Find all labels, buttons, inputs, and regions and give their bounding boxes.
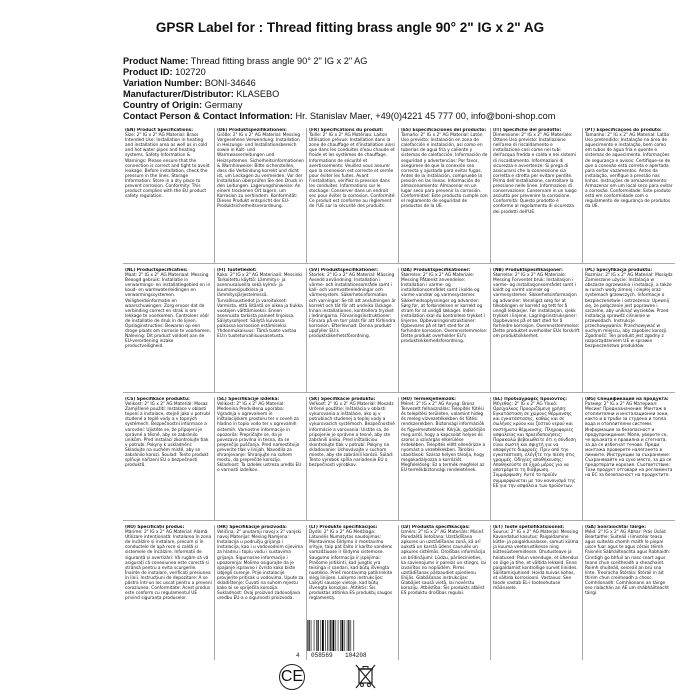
spec-text: Koko: 2" IG x 2" AG Materiaali: Messinki Tarkoitettu käyttö: Lämmitys- ja asennusalueilla sekä kylmä- ja kuumavesiputkissa ja lämmitysjärjestelmissä. Turvallisuustiedot ja varoitukset: Varmista, että liitäntä on oikea ja tiukka vuotojen välttämiseksi. Ennen asennusta tarkista paineet linjoissa. Säilytysohjeet: Säilytä kuivassa paikassa korroosion estämiseksi. Yhdenmukaisuus: Tämä tuote vastaa EU:n tuoteturvallisuusasetusta. bbox=[217, 273, 303, 340]
spec-block bbox=[123, 268, 215, 392]
spec-heading: (DE) Produktspezifikationen: bbox=[217, 128, 287, 133]
crossed-out-bin-icon bbox=[353, 663, 378, 690]
spec-heading: (DA) Produktspecifikationer: bbox=[401, 268, 471, 273]
spec-heading: (SK) Špecifikácie produktu: bbox=[309, 397, 376, 402]
spec-block bbox=[491, 397, 583, 520]
spec-heading: (SL) Specifikacije izdelka: bbox=[217, 397, 280, 402]
spec-block bbox=[215, 525, 307, 660]
spec-row bbox=[123, 392, 675, 520]
spec-block bbox=[123, 397, 215, 520]
spec-heading: (GA) Sonraíochtaí Táirge: bbox=[585, 525, 646, 530]
spec-block bbox=[399, 268, 491, 392]
spec-heading: (NB) Produktspesifikasjoner: bbox=[493, 268, 563, 273]
spec-text: Tamanho: 2" IG x 2" AG Material: Latão Uso pretendido: Instalação na área de aquecimento e instalação, bem como em tubos de água fria e quente e sistemas de aquecimento. Informações de segurança e avisos: Certifique-se de que a conexão está correta e apertada para evitar vazamentos. Antes da instalação, verifique a pressão nas linhas. Instruções de armazenamento: Armazenar em um local seco para evitar a corrosão. Conformidade: Este produto está em conformidade com o regulamento de segurança de produtos da UE. bbox=[585, 133, 673, 210]
spec-text: Taille: 2" IG x 2" AG Matériau: Laiton Utilisation prévue: Installation dans la zone de chauffage et d'installation ainsi que dans les conduites d'eau chaude et froide et les systèmes de chauffage. Informations de sécurité et avertissements: Veuillez vous assurer que la connexion est correcte et serrée pour éviter les fuites. Avant l'installation, vérifiez la pression dans les conduites. Informations sur le stockage: Conserver dans un endroit sec pour éviter la corrosion. Conformité: Ce produit est conforme au règlement de l'UE sur la sécurité des produits. bbox=[309, 133, 396, 210]
spec-block bbox=[123, 525, 215, 660]
spec-heading: (CS) Specifikace produktu: bbox=[125, 397, 190, 402]
spec-block bbox=[583, 128, 675, 263]
spec-heading: (ES) Especificaciones del producto: bbox=[401, 128, 487, 133]
spec-row bbox=[123, 126, 675, 263]
spec-text: Rozmiar: 2" IG x 2" AG Materiał: Mosiądz Zamierzone użycie: Instalacja w obszarze ogrzewania i instalacji, a także w rurach wody zimnej i ciepłej oraz systemach grzewczych. Informacje o bezpieczeństwie i ostrzeżenia: Upewnij się, że połączenie jest poprawne i szczelne, aby uniknąć wycieków. Przed instalacją sprawdź ciśnienie w przewodach. Instrukcje przechowywania: Przechowywać w suchym miejscu, aby zapobiec korozji. Zgodność: Ten produkt jest zgodny z rozporządzeniem UE w sprawie bezpieczeństwa produktów. bbox=[585, 273, 673, 350]
spec-heading: (SV) Produktspecifikationer: bbox=[309, 268, 378, 273]
spec-heading: (EN) Product Specifications: bbox=[125, 128, 193, 133]
spec-heading: (ET) Toote spetsifikatsioonid: bbox=[493, 525, 564, 530]
barcode-left-digits: 058569 bbox=[311, 652, 333, 659]
spec-text: Mărime: 2" IG x 2" AG Material: Alamă Utilizare intenționată: Instalarea în zona de încălzire și instalare, precum și în conductele de apă rece și caldă și sistemele de încălzire. Informații de siguranță și avertizări: Vă rugăm să vă asigurați că conexiunea este corectă și strânsă pentru a evita scurgerile. Înainte de instalare, verificați presiunea în linii. Instrucțiuni de depozitare: A se păstra într-un loc uscat pentru a preveni coroziunea. Conformitate: Acest produs este conform cu regulamentul UE privind siguranța produselor. bbox=[125, 530, 212, 602]
spec-block bbox=[399, 128, 491, 263]
spec-text: Dydis: 2" IG x 2" AG Medžiaga: Latunėlis Numatytas naudojimas: Montavimas šildymo ir montavimo srityje, taip pat šalto ir karšto vandens vamzdžiuose ir šildymo sistemose. Saugumo informacija ir įspėjimai: Prašome įsitikinti, kad jungtis yra teisinga ir sandari, kad būtų išvengta nuotėkio. Prieš montavimą patikrinkite slėgį linijose. Laikymo instrukcijos: Laikyti sausoje vietoje, kad būtų išvengta korozijos. Atitiktis: Šis produktas atitinka ES produktų saugos reglamentą. bbox=[309, 530, 393, 602]
spec-heading: (FR) Spécifications du produit: bbox=[309, 128, 384, 133]
spec-text: Size: 2" IG x 2" AG Material: Brass Intended Use: Installation in heating and installation area as well as in cold and hot water pipes and heating systems. Safety Information & Warnings: Please ensure that the connection is correct and tight to avoid leakage. Before installation, check the pressure in the lines. Storage Information: Store in a dry place to prevent corrosion. Conformity: This product complies with the EU product safety regulation. bbox=[125, 133, 210, 200]
page-title: GPSR Label for : Thread fitting brass angle 90° 2" IG x 2" AG bbox=[155, 20, 545, 35]
barcode-right-digits: 104208 bbox=[345, 652, 367, 659]
spec-text: Storlek: 2" IG x 2" AG Material: Mässing Avsedd användning: Installation i värme- och installationsområde samt i kall- och varmvattenledningar och värmesystem. Säkerhetsinformation och varningar: Se till att anslutningen är korrekt och tät för att undvika läckage. Innan installationen, kontrollera trycket i ledningarna. Förvaringsinstruktioner: Förvara på en torr plats för att förhindra korrosion. Efterlevnad: Denna produkt uppfyller EU:s produktsäkerhetsförordning. bbox=[309, 273, 396, 340]
spec-heading: (PT) Especificações do produto: bbox=[585, 128, 662, 133]
barcode-first-digit: 4 bbox=[296, 652, 300, 659]
spec-text: Velikost: 2" IG x 2" AG Materiál: Mosaz Zamýšlené použití: Instalace v oblasti topení a instalace, stejně jako v potrubí studené a teplé vody a v topných systémech. Bezpečnostní informace a varování: Ujistěte se, že připojení je správné a těsné, aby se zabránilo únikům. Před instalací zkontrolujte tlak v potrubí. Pokyny k uskladnění: Skladujte na suchém místě, aby se zabránilo korozi. Soulad: Tento produkt splňuje nařízení EU o bezpečnosti produktů. bbox=[125, 402, 211, 469]
spec-heading: (NL) Productspecificaties: bbox=[125, 268, 188, 273]
spec-heading: (EL) Προδιαγραφές προϊόντος: bbox=[493, 397, 567, 402]
spec-block bbox=[307, 268, 399, 392]
manufacturer-line: Manufacturer/Distributor: KLASEBO bbox=[123, 88, 280, 99]
spec-block bbox=[123, 128, 215, 263]
spec-text: Maat: 2" IG x 2" AG Materiaal: Messing Beoogd gebruik: Installatie in verwarmings- en installatiegebied en in koud- en warmwaterleidingen en verwarmingssystemen. Veiligheidsinformatie en waarschuwingen: Zorg ervoor dat de verbinding correct en strak is om lekkage te voorkomen. Controleer vóór de installatie de druk in de lijnen. Opslaginstructies: Bewaren op een droge plaats om corrosie te voorkomen. Naleving: Dit product voldoet aan de EU-verordening inzake productveiligheid. bbox=[125, 273, 211, 350]
spec-block bbox=[307, 397, 399, 520]
spec-row bbox=[123, 520, 675, 660]
spec-block bbox=[583, 397, 675, 520]
spec-text: Méret: 2" IG x 2" AG Anyag: Bronz Tervezett felhasználás: Telepítés fűtési és telepítési területen, valamint hideg és meleg vízvezetékekben és fűtési rendszerekben. Biztonsági információk és figyelmeztetések: Kérjük, győződjön meg arról, hogy a kapcsolat helyes és szoros a szivárgás elkerülése érdekében. Telepítés előtt ellenőrizze a nyomást a vezetékekben. Tárolási utasítások: Száraz helyen tárolja, hogy megakadályozza a korróziót. Megfelelőség: Ez a termék megfelel az EU termékbiztonsági rendeletének. bbox=[401, 402, 486, 474]
spec-block bbox=[215, 128, 307, 263]
spec-text: Veľkosť: 2" IG x 2" AG Materiál: Mosadz Určené použitie: Inštalácia v oblasti vykurovania a inštalácie, ako aj v potrubiach studenej a teplej vody a vykurovacích systémoch. Bezpečnostné informácie a varovania: Uistite sa, že pripojenie je správne a tesné, aby ste zabránili úniku. Pred inštaláciou skontrolujte tlak v potrubí. Pokyny na skladovanie: Uchovávajte v suchom mieste, aby ste zabránili korózii. Súlad: Tento výrobok spĺňa nariadenie EÚ o bezpečnosti výrobkov. bbox=[309, 402, 395, 469]
spec-block bbox=[215, 397, 307, 520]
spec-heading: (RO) Specificații produs: bbox=[125, 525, 185, 530]
spec-heading: (HR) Specifikacije proizvoda: bbox=[217, 525, 287, 530]
spec-text: Izmērs: 2" IG x 2" AG Materiāls: Misiņš Paredzētā lietošana: Uzstādīšana apkures un uzstādīšanas zonā, kā arī aukstā un karstā ūdens caurulēs un apkures sistēmās. Drošības informācija un brīdinājumi: Lūdzu, pārliecinieties, ka savienojums ir pareizs un stingrs, lai izvairītos no noplūdēm. Pirms uzstādīšanas pārbaudiet spiedienu līnijās. Glabāšanas instrukcijas: Glabājiet sausā vietā, lai novērstu koroziju. Atbilstība: Šis produkts atbilst ES produktu drošības regulai. bbox=[401, 530, 486, 597]
product-name-line: Product Name: Thread fitting brass angle 90° 2" IG x 2" AG bbox=[123, 56, 368, 66]
spec-block bbox=[491, 128, 583, 263]
spec-text: Størrelse: 2" IG x 2" AG Materiale: Messing Påtænkt anvendelse: Installation i varme- og installationsområdet samt i kolde og varme vandrør og varmesystemer. Sikkerhedsoplysninger og advarsler: Sørg for, at forbindelsen er korrekt og stram for at undgå lækager. Inden installation skal du kontrollere trykket i linjerne. Opbevaringsinstruktioner: Opbevares på et tørt sted for at forhindre korrosion. Overensstemmelse: Dette produkt overholder EU's produktsikkerhedsforordning. bbox=[401, 273, 488, 345]
spec-text: Størrelse: 2" IG x 2" AG Materiale: Messing Forventet bruk: Installasjon i varme- og installasjonsområdet samt i kaldt og varmt vannrør og varmesystemer. Sikkerhetsinformasjon og advarsler: Vennligst sørg for at tilkoblingen er korrekt og tett for å unngå lekkasjer. Før installasjon, sjekk trykket i linjene. Lagringsinstruksjoner: Oppbevares på et tørt sted for å forhindre korrosjon. Overensstemmelse: Dette produktet overholder EUs forskrift om produktsikkerhet. bbox=[493, 273, 580, 340]
spec-text: Tamaño: 2" IG x 2" AG Material: Latón Uso previsto: Instalación en zona de calefacción e instalación, así como en tuberías de agua fría y caliente y sistemas de calefacción. Información de seguridad y advertencias: Por favor, asegúrese de que la conexión sea correcta y ajustada para evitar fugas. Antes de la instalación, compruebe la presión en las líneas. Información de almacenamiento: Almacenar en un lugar seco para prevenir la corrosión. Conformidad: Este producto cumple con el reglamento de seguridad de productos de la UE. bbox=[401, 133, 488, 210]
spec-block bbox=[307, 128, 399, 263]
spec-block bbox=[399, 525, 491, 660]
spec-text: Dimensione: 2" IG x 2" AG Materiale: Ottone Uso previsto: Installazione nell'area di riscaldamento e installazione così come nei tubi dell'acqua fredda e calda e nei sistemi di riscaldamento. Informazioni di sicurezza e avvertenze: Si prega di assicurarsi che la connessione sia corretta e stretta per evitare perdite. Prima dell'installazione, controllare la pressione nelle linee. Informazioni di conservazione: Conservare in un luogo asciutto per prevenire la corrosione. Conformità: Questo prodotto è conforme al regolamento di sicurezza dei prodotti dell'UE. bbox=[493, 133, 577, 215]
product-info bbox=[123, 56, 683, 121]
product-id-line: Product ID: 102720 bbox=[123, 66, 206, 77]
spec-heading: (LT) Produkto specifikacijos: bbox=[309, 525, 378, 530]
spec-text: Méid: 2" IG x 2" AG Ábhar: Prás Úsáid Beartaithe: Suiteáil i limistéar teasa agus suiteála chomh maith le píopaí uisce fuar agus te agus córais téimh. Faisnéis Sábháilteachta agus Rabhaidh: Cinntigh go bhfuil an nasc ceart agus teann chun sceitheadh a sheachaint. Roimh shuiteáil, seiceáil an brú sna línte. Treoracha Stórála: Stóráil in áit thirim chun creimeadh a chosc. Comhlíonadh: Comhlíonann an táirge seo rialachán an AE um shábháilteacht táirgí. bbox=[585, 530, 671, 597]
spec-text: Größe: 2" IG x 2" AG Material: Messing Vorgesehene Verwendung: Installation in Heizungs- und Installationsbereich sowie in Kalt- und Warmwasserleitungen und Heizsystemen. Sicherheitsinformationen & Warnhinweise: Bitte sicherstellen, dass die Verbindung korrekt und dicht ist, um Leckagen zu vermeiden. Vor der Installation überprüfen Sie den Druck in den Leitungen. Lagerungshinweise: An einem trockenen Ort lagern, um Korrosion zu verhindern. Konformität: Dieses Produkt entspricht der EU-Produktsicherheitsverordnung. bbox=[217, 133, 304, 210]
specifications-grid bbox=[123, 126, 675, 660]
contact-line: Contact Person & Contact Information: Hr. Stanislav Maer, +49(0)4221 45 777 00, info@boni-shop.com bbox=[123, 110, 556, 121]
spec-block bbox=[215, 268, 307, 392]
spec-block bbox=[583, 268, 675, 392]
spec-row bbox=[123, 263, 675, 392]
spec-text: Μέγεθος: 2" IG x 2" AG Υλικό: Ορείχαλκος Προοριζόμενη χρήση: Εγκατάσταση σε χώρους θέρμανσης και εγκατάστασης, καθώς και σε σωλήνες κρύου και ζεστού νερού και συστήματα θέρμανσης. Πληροφορίες ασφαλείας και προειδοποιήσεις: Παρακαλώ βεβαιωθείτε ότι η σύνδεση είναι σωστή και σφιχτή για να αποφύγετε διαρροές. Πριν από την εγκατάσταση, ελέγξτε την πίεση στις γραμμές. Οδηγίες αποθήκευσης: Αποθηκεύστε σε ξηρό μέρος για να αποτρέψετε τη διάβρωση. Συμμόρφωση: Αυτό το προϊόν συμμορφώνεται με τον κανονισμό της ΕΕ για την ασφάλεια των προϊόντων. bbox=[493, 402, 577, 489]
spec-heading: (PL) Specyfikacja produktu: bbox=[585, 268, 653, 273]
spec-heading: (BG) Спецификация на продукта: bbox=[585, 397, 669, 402]
spec-heading: (HU) Termékjellemzők: bbox=[401, 397, 456, 402]
origin-line: Country of Origin: Germany bbox=[123, 99, 243, 110]
spec-text: Suurus: 2" IG x 2" AG Materjal: Messing Kavandatud kasutus: Paigaldamine kütte- ja paigaldusalasse, samuti külma ja kuuma veetorustikesse ning küttesüsteemidesse. Ohutusteave ja hoiatused: Palun veenduge, et ühendus on õige ja tihe, et vältida lekkeid. Enne paigaldamist kontrollige survet liinides. Säilitamisjuhised: Hoida kuivas kohas, et vältida korrosiooni. Vastavus: See toode vastab EL-i tooteohutuse määrusele. bbox=[493, 530, 579, 592]
spec-block bbox=[583, 525, 675, 660]
spec-heading: (IT) Specifiche del prodotto: bbox=[493, 128, 562, 133]
spec-block bbox=[491, 268, 583, 392]
spec-block bbox=[491, 525, 583, 660]
spec-text: Veličina: 2" unutarnji navoj x 2" vanjski navoj Materijal: Mesing Namjena: Instalacija u području grijanja i instalacija, kao i u vodovodnim cijevima za hladnu i toplu vodu i sustavima grijanja. Sigurnosne informacije i upozorenja: Molimo osigurajte da je spajanje ispravno i čvrsto kako biste izbjegli curenje. Prije instalacije provjerite pritisak u vodovima. Upute za skladištenje: Čuvati na suhom mjestu kako bi se spriječila korozija. Sukladnost: Ovaj proizvod zadovoljava uredbu EU-a o sigurnosti proizvoda. bbox=[217, 530, 304, 602]
spec-block bbox=[399, 397, 491, 520]
spec-text: Velikost: 2" IG x 2" AG Material: Medenina Predvidena uporaba: Vgradnja v ogrevalnem in inštalacijskem prostoru ter v ceveh za hladno in toplo vodo ter v ogrevalnih sistemih. Varnostne informacije in opozorila: Prepričajte se, da je povezava pravilna in tesna, da se preprečijo puščanja. Pred namestitvijo preverite tlak v linijah. Navodila za shranjevanje: Shranjujte na suhem mestu, da preprečite korozijo. Skladnost: Ta izdelek ustreza uredbi EU o varnosti izdelkov. bbox=[217, 402, 302, 474]
variation-line: Variation Number: BONI-34646 bbox=[123, 77, 256, 88]
spec-text: Размер: 2" IG x 2" AG Материал: Месинг Предназначение: Монтаж в отоплителни и инсталационни зони, както и в тръби за студена и топла вода и отоплителни системи. Информация за безопасност и предупреждения: Моля, уверете се, че връзката е правилна и стегната, за да се избегнат течове. Преди монтажа проверете налягането в линиите. Инструкции за съхранение: Съхранявайте на сухо място, за да се предотврати корозия. Съответствие: Този продукт отговаря на регламента на ЕС за безопасност на продуктите. bbox=[585, 402, 673, 479]
spec-heading: (LV) Produkta specifikācijas: bbox=[401, 525, 470, 530]
spec-heading: (FI) Tuotetiedot: bbox=[217, 268, 257, 273]
ce-mark-icon: CE bbox=[279, 664, 305, 690]
